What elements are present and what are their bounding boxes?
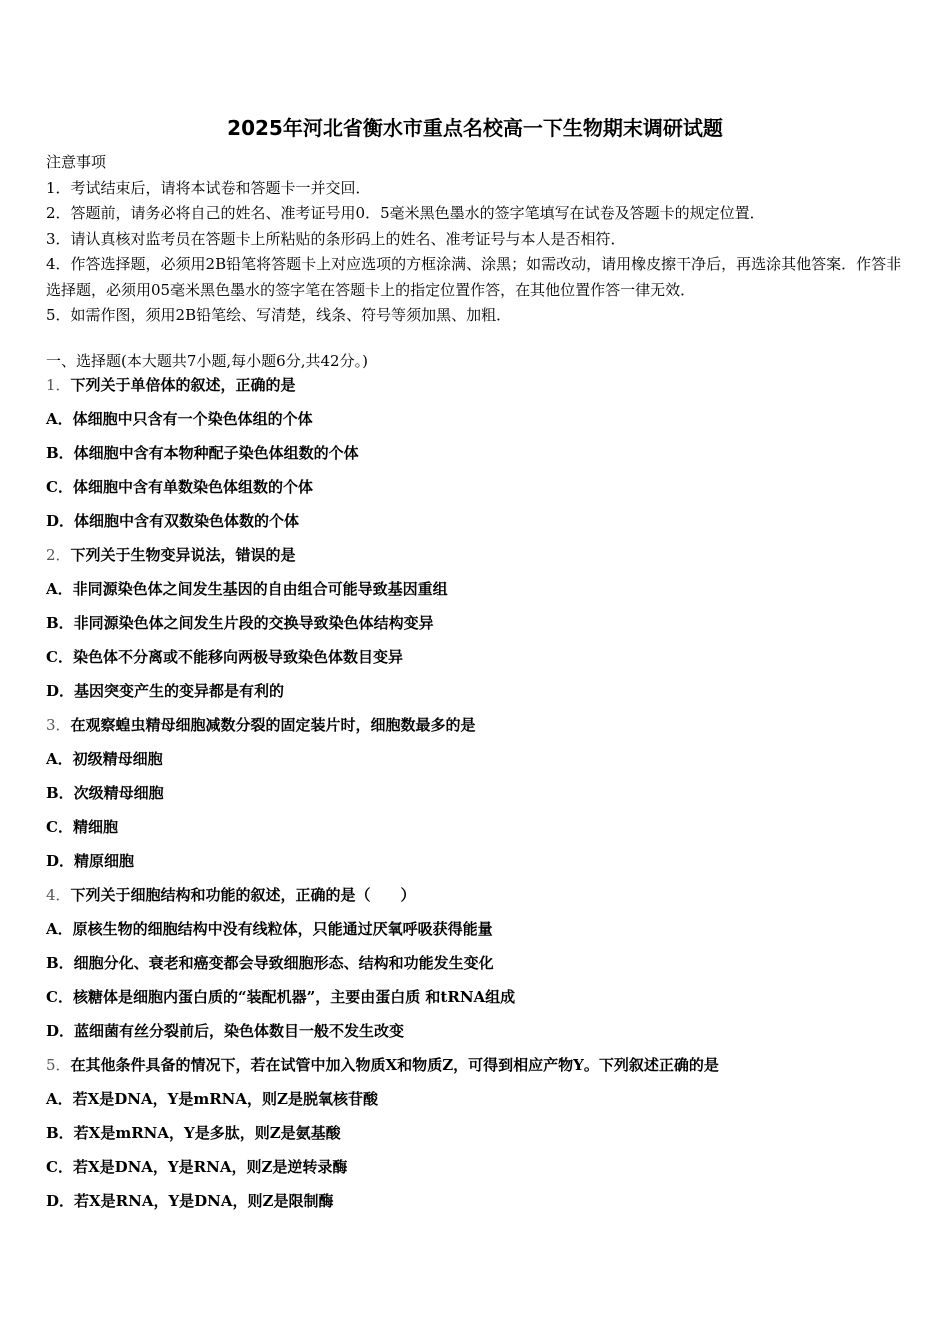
answer-option: A．非同源染色体之间发生基因的自由组合可能导致基因重组 (46, 580, 448, 598)
answer-option: D．精原细胞 (46, 852, 135, 870)
notice-item: 5．如需作图，须用2B铅笔绘、写清楚，线条、符号等须加黑、加粗． (46, 306, 512, 324)
question-number: 2． (46, 546, 71, 564)
question-number: 4． (46, 886, 71, 904)
answer-option: B．体细胞中含有本物种配子染色体组数的个体 (46, 444, 359, 462)
answer-option: A．原核生物的细胞结构中没有线粒体，只能通过厌氧呼吸获得能量 (46, 920, 493, 938)
question-text: 在其他条件具备的情况下，若在试管中加入物质X和物质Z，可得到相应产物Y。下列叙述正确的是 (70, 1056, 719, 1074)
section-heading: 一、选择题(本大题共7小题,每小题6分,共42分。) (46, 352, 368, 370)
question-text: 下列关于生物变异说法，错误的是 (70, 546, 296, 564)
answer-option: A．初级精母细胞 (46, 750, 163, 768)
question-text: 下列关于单倍体的叙述，正确的是 (70, 376, 296, 394)
answer-option: B．次级精母细胞 (46, 784, 164, 802)
question-list (46, 374, 916, 1224)
notice-item: 1．考试结束后，请将本试卷和答题卡一并交回． (46, 178, 371, 197)
notice-item: 4．作答选择题，必须用2B铅笔将答题卡上对应选项的方框涂满、涂黑；如需改动，请用橡皮擦干净后，再选涂其他答案．作答非选择题，必须用05毫米黑色墨水的签字笔在答题卡上的指定位置作答，在其他位置作答一律无效． (46, 255, 902, 299)
question-number: 1． (46, 376, 71, 394)
notice-item: 2．答题前，请务必将自己的姓名、准考证号用0．5毫米黑色墨水的签字笔填写在试卷及答题卡的规定位置． (46, 204, 765, 222)
answer-option: C．核糖体是细胞内蛋白质的“装配机器”，主要由蛋白质 和tRNA组成 (46, 988, 516, 1006)
answer-option: C．精细胞 (46, 818, 118, 836)
answer-option: C．若X是DNA，Y是RNA，则Z是逆转录酶 (46, 1158, 348, 1176)
question-stem (46, 884, 916, 918)
notice-heading: 注意事项 (46, 153, 107, 171)
answer-option: B．细胞分化、衰老和癌变都会导致细胞形态、结构和功能发生变化 (46, 954, 494, 972)
question-number: 5． (46, 1056, 71, 1074)
question-stem (46, 714, 916, 748)
question-text: 下列关于细胞结构和功能的叙述，正确的是（ ） (70, 886, 416, 904)
question-stem (46, 374, 916, 408)
question-number: 3． (46, 716, 71, 734)
answer-option: A．若X是DNA，Y是mRNA，则Z是脱氧核苷酸 (46, 1090, 378, 1108)
answer-option: B．若X是mRNA，Y是多肽，则Z是氨基酸 (46, 1124, 341, 1142)
answer-option: C．体细胞中含有单数染色体组数的个体 (46, 478, 313, 496)
question-stem (46, 1054, 916, 1088)
question-text: 在观察蝗虫精母细胞减数分裂的固定装片时，细胞数最多的是 (70, 716, 476, 734)
answer-option: D．蓝细菌有丝分裂前后，染色体数目一般不发生改变 (46, 1022, 405, 1040)
question-stem (46, 544, 916, 578)
answer-option: D．若X是RNA，Y是DNA，则Z是限制酶 (46, 1192, 334, 1210)
answer-option: A．体细胞中只含有一个染色体组的个体 (46, 410, 313, 428)
notice-block (46, 150, 916, 329)
answer-option: B．非同源染色体之间发生片段的交换导致染色体结构变异 (46, 614, 434, 632)
notice-item: 3．请认真核对监考员在答题卡上所粘贴的条形码上的姓名、准考证号与本人是否相符． (46, 229, 626, 248)
answer-option: D．基因突变产生的变异都是有利的 (46, 682, 285, 700)
answer-option: D．体细胞中含有双数染色体数的个体 (46, 512, 300, 530)
document-title: 2025年河北省衡水市重点名校高一下生物期末调研试题 (227, 116, 723, 140)
answer-option: C．染色体不分离或不能移向两极导致染色体数目变异 (46, 648, 403, 666)
